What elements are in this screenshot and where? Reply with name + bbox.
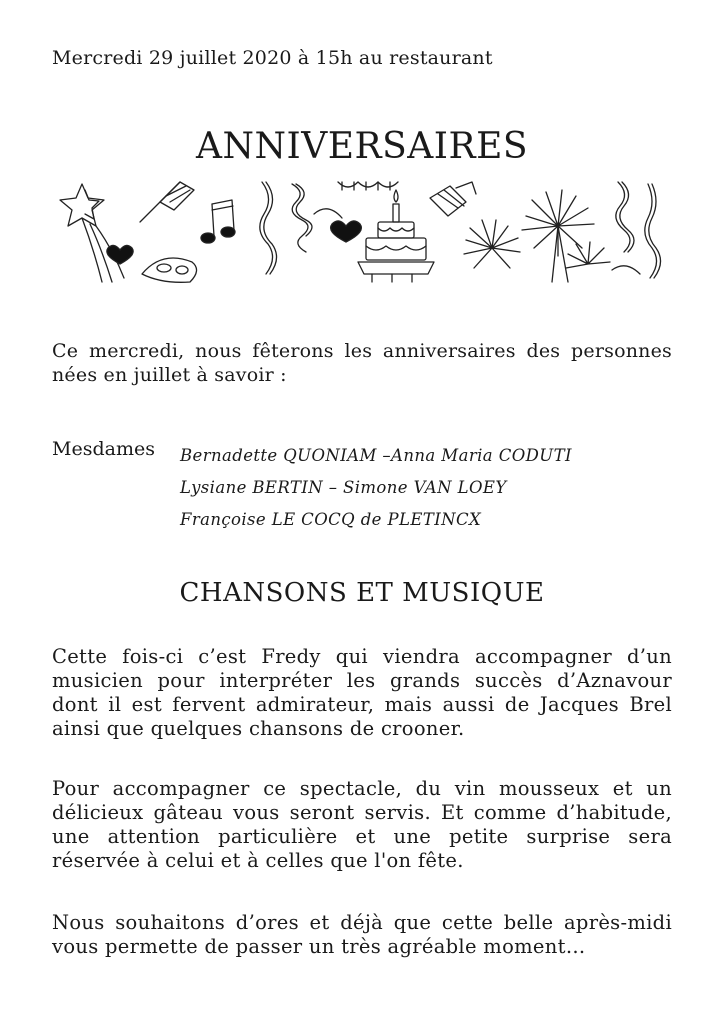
streamer-icon: [260, 182, 342, 274]
star-icon: [60, 184, 124, 282]
gift-ribbon-icon: [430, 182, 476, 216]
page-title: ANNIVERSAIRES: [195, 126, 529, 167]
honorees-label: Mesdames: [52, 438, 155, 460]
music-note-icon: [201, 200, 235, 243]
body-paragraph: Nous souhaitons d’ores et déjà que cette belle après-midi vous permette de passer un très agréable moment…: [52, 911, 672, 958]
body-paragraph: Cette fois-ci c’est Fredy qui viendra accompagner d’un musicien pour interpréter les grands succès d’Aznavour dont il est fervent admirateur, mais aussi de Jacques Brel ainsi que quelques chansons de crooner.: [52, 645, 672, 740]
party-banner: [52, 178, 672, 284]
honorees-line: Bernadette QUONIAM –Anna Maria CODUTI: [180, 446, 572, 465]
party-mask-icon: [142, 258, 197, 282]
event-date-line: Mercredi 29 juillet 2020 à 15h au restaurant: [52, 47, 493, 69]
honorees-line: Françoise LE COCQ de PLETINCX: [180, 510, 482, 529]
section-title: CHANSONS ET MUSIQUE: [179, 578, 545, 608]
heart-icon: [107, 245, 133, 264]
party-flag-icon: [140, 182, 194, 222]
honorees-names: [180, 440, 572, 536]
fireworks-icon: [464, 190, 610, 282]
honorees-line: Lysiane BERTIN – Simone VAN LOEY: [180, 478, 507, 497]
body-paragraph: Pour accompagner ce spectacle, du vin mousseux et un délicieux gâteau vous seront servis. Et comme d’habitude, une attention particulière et une petite surprise sera réservée à celui et à celles que l'on fête.: [52, 777, 672, 872]
birthday-cake-icon: [358, 222, 434, 282]
intro-paragraph: Ce mercredi, nous fêterons les anniversaires des personnes nées en juillet à savoir :: [52, 340, 672, 386]
candle-icon: [393, 190, 399, 222]
